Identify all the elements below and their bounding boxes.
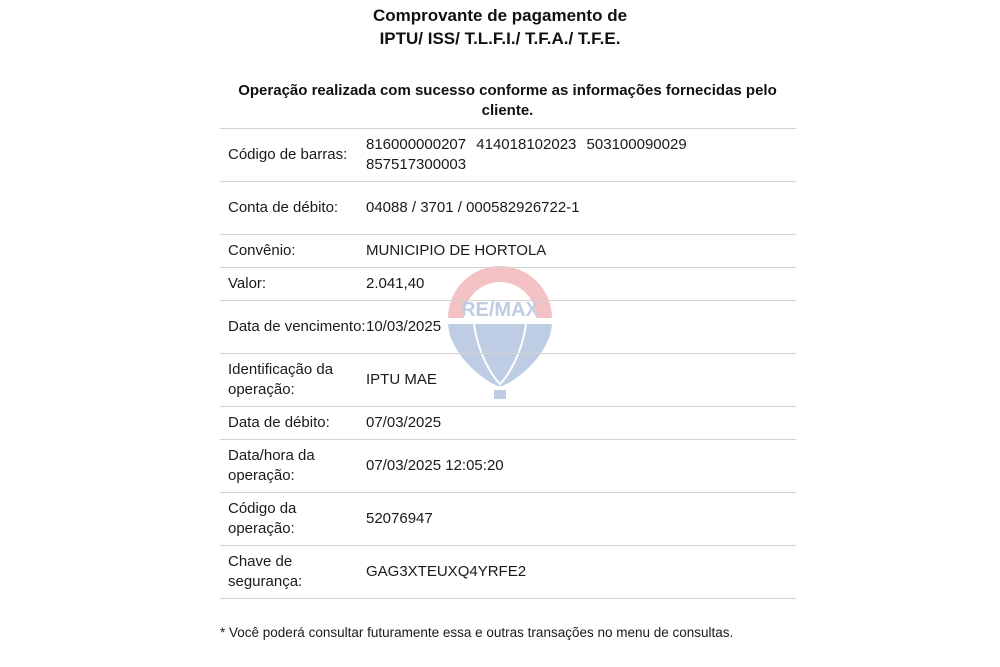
row-operation-id <box>220 354 796 407</box>
operation-id-value: IPTU MAE <box>366 371 437 388</box>
due-date-value: 10/03/2025 <box>366 318 442 335</box>
debit-account-value: 04088 / 3701 / 000582926722-1 <box>366 199 580 216</box>
footnote: * Você poderá consultar futuramente essa e outras transações no menu de consultas. <box>220 625 734 640</box>
receipt-title <box>0 4 1000 50</box>
agreement-value: MUNICIPIO DE HORTOLA <box>366 242 547 259</box>
debit-account-label: Conta de débito: <box>228 199 339 216</box>
row-operation-datetime <box>220 440 796 493</box>
receipt-title-line2: IPTU/ ISS/ T.L.F.I./ T.F.A./ T.F.E. <box>379 29 621 48</box>
due-date-label: Data de vencimento: <box>228 318 366 335</box>
barcode-label: Código de barras: <box>228 146 348 163</box>
amount-value: 2.041,40 <box>366 275 425 292</box>
debit-date-value: 07/03/2025 <box>366 414 442 431</box>
operation-datetime-label: Data/hora da operação: <box>228 447 315 484</box>
success-message: Operação realizada com sucesso conforme as informações fornecidas pelo cliente. <box>238 82 777 119</box>
row-debit-date <box>220 407 796 440</box>
row-due-date <box>220 301 796 354</box>
security-key-label: Chave de segurança: <box>228 553 303 590</box>
debit-date-label: Data de débito: <box>228 414 330 431</box>
operation-id-label: Identificação da operação: <box>228 361 334 398</box>
operation-code-value: 52076947 <box>366 510 433 527</box>
row-operation-code <box>220 493 796 546</box>
barcode-value-line1: 816000000207 414018102023 503100090029 <box>366 136 687 153</box>
watermark-text: RE/MAX <box>461 299 539 321</box>
agreement-label: Convênio: <box>228 242 296 259</box>
barcode-value-line2: 857517300003 <box>366 156 467 173</box>
row-agreement <box>220 235 796 268</box>
row-amount <box>220 268 796 301</box>
row-security-key <box>220 546 796 599</box>
operation-datetime-value: 07/03/2025 12:05:20 <box>366 457 504 474</box>
amount-label: Valor: <box>228 275 267 292</box>
receipt-title-line1: Comprovante de pagamento de <box>372 6 628 25</box>
row-debit-account <box>220 182 796 235</box>
security-key-value: GAG3XTEUXQ4YRFE2 <box>366 563 527 580</box>
operation-code-label: Código da operação: <box>228 500 297 537</box>
row-barcode <box>220 129 796 182</box>
payment-details-table <box>220 128 796 599</box>
barcode-value <box>366 129 796 182</box>
